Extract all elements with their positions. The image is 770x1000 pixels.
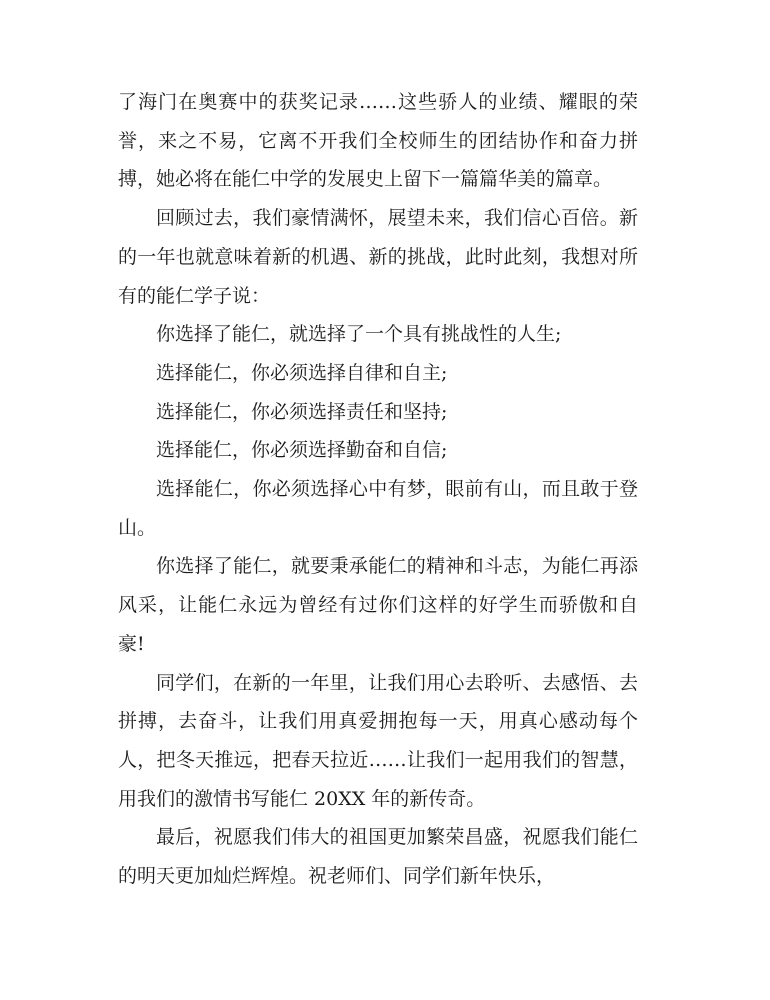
paragraph-5: 选择能仁，你必须选择责任和坚持; [156,400,448,423]
document-body [118,83,638,896]
paragraph-8: 你选择了能仁，就要秉承能仁的精神和斗志，为能仁再添风采，让能仁永远为曾经有过你们这样的好学生而骄傲和自豪! [118,555,638,655]
paragraph-2: 回顾过去，我们豪情满怀，展望未来，我们信心百倍。新的一年也就意味着新的机遇、新的挑战，此时此刻，我想对所有的能仁学子说： [118,207,638,307]
paragraph-10: 最后，祝愿我们伟大的祖国更加繁荣昌盛，祝愿我们能仁的明天更加灿烂辉煌。祝老师们、同学们新年快乐， [118,826,638,888]
paragraph-3: 你选择了能仁，就选择了一个具有挑战性的人生; [156,323,562,346]
paragraph-7: 选择能仁，你必须选择心中有梦，眼前有山，而且敢于登山。 [118,478,638,539]
paragraph-9: 同学们，在新的一年里，让我们用心去聆听、去感悟、去拼搏，去奋斗，让我们用真爱拥抱每一天，用真心感动每个人，把冬天推远，把春天拉近……让我们一起用我们的智慧，用我们的激情书写能仁 20XX 年的新传奇。 [118,671,638,810]
paragraph-4: 选择能仁，你必须选择自律和自主; [156,361,448,384]
paragraph-1: 了海门在奥赛中的获奖记录……这些骄人的业绩、耀眼的荣誉，来之不易，它离不开我们全校师生的团结协作和奋力拼搏，她必将在能仁中学的发展史上留下一篇篇华美的篇章。 [118,91,638,191]
paragraph-6: 选择能仁，你必须选择勤奋和自信; [156,439,448,462]
